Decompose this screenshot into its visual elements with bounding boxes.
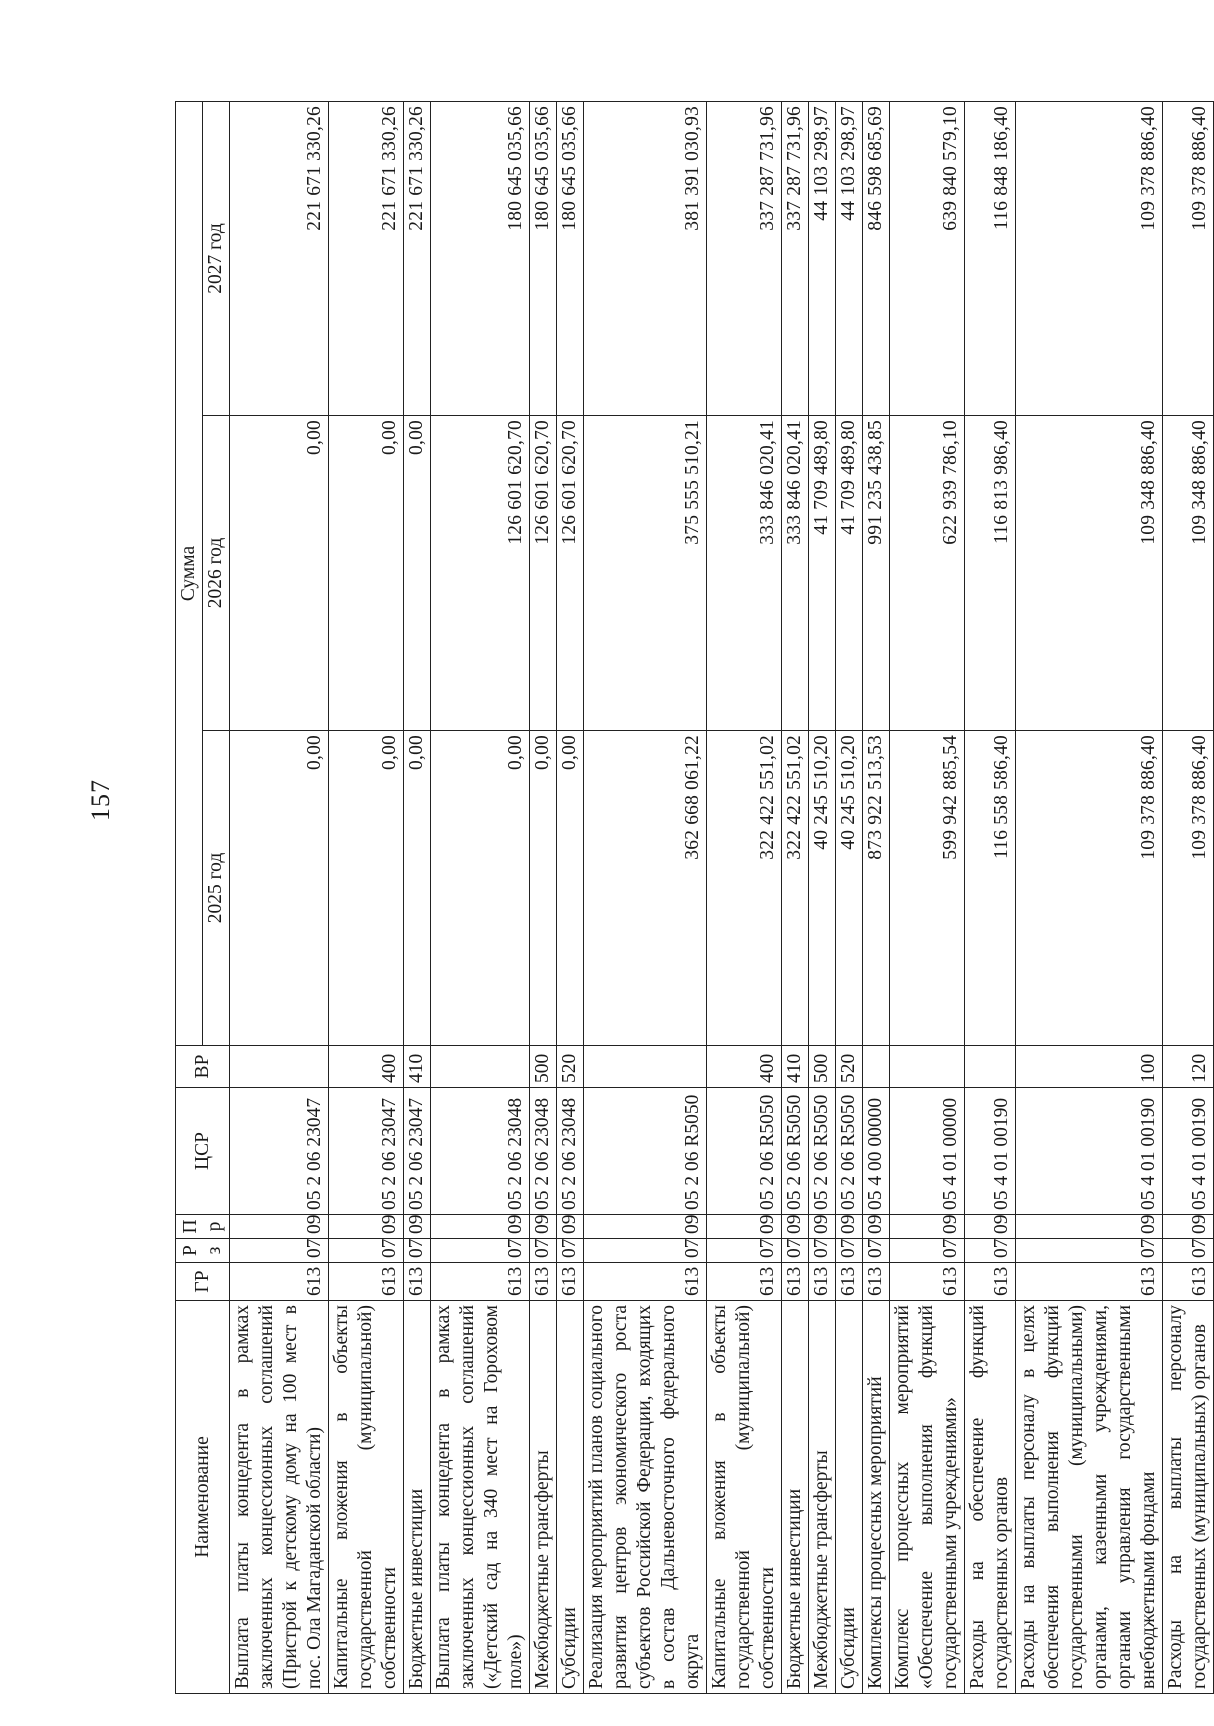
table-body [230,102,1214,1694]
cell-2025: 322 422 551,02 [707,731,782,1046]
cell-gr: 613 [584,1263,707,1301]
cell-gr: 613 [707,1263,782,1301]
cell-rz: 07 [584,1239,707,1263]
header-year-2027: 2027 год [203,102,230,416]
cell-name: Субсидии [557,1301,584,1694]
cell-2027: 639 840 579,10 [890,102,965,416]
cell-name: Комплекс процессных мероприятий «Обеспечение выполнения функций государственными учреждениями» [890,1301,965,1694]
cell-2026: 116 813 986,40 [965,416,1016,731]
cell-csr: 05 2 06 R5050 [782,1088,809,1215]
header-name: Наименование [176,1301,230,1694]
cell-rz: 07 [404,1239,431,1263]
cell-rz: 07 [707,1239,782,1263]
cell-name: Расходы на обеспечение функций государственных органов [965,1301,1016,1694]
cell-gr: 613 [863,1263,890,1301]
cell-gr: 613 [404,1263,431,1301]
table-row [707,102,782,1694]
cell-2025: 362 668 061,22 [584,731,707,1046]
cell-csr: 05 4 01 00000 [890,1088,965,1215]
cell-rz: 07 [1016,1239,1163,1263]
cell-2026: 126 601 620,70 [431,416,530,731]
table-row [329,102,404,1694]
cell-vr: 520 [557,1046,584,1088]
cell-vr: 500 [809,1046,836,1088]
cell-pr: 09 [707,1215,782,1239]
cell-2027: 109 378 886,40 [1016,102,1163,416]
cell-vr [230,1046,329,1088]
cell-2026: 991 235 438,85 [863,416,890,731]
cell-name: Межбюджетные трансферты [530,1301,557,1694]
cell-2027: 116 848 186,40 [965,102,1016,416]
table-row [863,102,890,1694]
cell-csr: 05 4 01 00190 [965,1088,1016,1215]
cell-2026: 0,00 [329,416,404,731]
cell-pr: 09 [230,1215,329,1239]
cell-csr: 05 4 01 00190 [1163,1088,1214,1215]
cell-pr: 09 [836,1215,863,1239]
header-year-2026: 2026 год [203,416,230,731]
cell-csr: 05 2 06 R5050 [707,1088,782,1215]
cell-csr: 05 2 06 23047 [404,1088,431,1215]
cell-csr: 05 2 06 R5050 [809,1088,836,1215]
cell-gr: 613 [809,1263,836,1301]
cell-rz: 07 [431,1239,530,1263]
cell-2025: 116 558 586,40 [965,731,1016,1046]
cell-2026: 333 846 020,41 [707,416,782,731]
cell-2026: 126 601 620,70 [557,416,584,731]
table-header [176,102,230,1694]
cell-rz: 07 [965,1239,1016,1263]
cell-pr: 09 [404,1215,431,1239]
cell-pr: 09 [809,1215,836,1239]
cell-rz: 07 [863,1239,890,1263]
table-row [404,102,431,1694]
table-row [530,102,557,1694]
table-row [584,102,707,1694]
cell-csr: 05 2 06 23048 [530,1088,557,1215]
cell-2025: 322 422 551,02 [782,731,809,1046]
cell-name: Выплата платы концедента в рамках заключенных концессионных соглашений (Пристрой к детскому дому на 100 мест в пос. Ола Магаданской области) [230,1301,329,1694]
cell-rz: 07 [530,1239,557,1263]
cell-rz: 07 [1163,1239,1214,1263]
table-row [890,102,965,1694]
cell-vr [890,1046,965,1088]
cell-rz: 07 [230,1239,329,1263]
cell-2025: 40 245 510,20 [809,731,836,1046]
cell-2025: 0,00 [431,731,530,1046]
cell-csr: 05 2 06 23047 [230,1088,329,1215]
cell-vr: 520 [836,1046,863,1088]
cell-2025: 0,00 [404,731,431,1046]
cell-gr: 613 [1016,1263,1163,1301]
cell-csr: 05 2 06 23047 [329,1088,404,1215]
cell-2027: 846 598 685,69 [863,102,890,416]
cell-2025: 109 378 886,40 [1163,731,1214,1046]
cell-vr: 100 [1016,1046,1163,1088]
cell-csr: 05 2 06 R5050 [584,1088,707,1215]
cell-pr: 09 [431,1215,530,1239]
table-row [1016,102,1163,1694]
cell-2027: 44 103 298,97 [836,102,863,416]
cell-2025: 0,00 [557,731,584,1046]
cell-csr: 05 2 06 R5050 [836,1088,863,1215]
table-row [809,102,836,1694]
cell-2025: 0,00 [230,731,329,1046]
cell-vr: 410 [404,1046,431,1088]
cell-2027: 337 287 731,96 [707,102,782,416]
cell-pr: 09 [329,1215,404,1239]
cell-2027: 180 645 035,66 [530,102,557,416]
cell-name: Субсидии [836,1301,863,1694]
cell-2027: 221 671 330,26 [404,102,431,416]
cell-gr: 613 [329,1263,404,1301]
cell-name: Бюджетные инвестиции [404,1301,431,1694]
cell-pr: 09 [584,1215,707,1239]
cell-2026: 109 348 886,40 [1016,416,1163,731]
cell-2027: 221 671 330,26 [230,102,329,416]
table-row [230,102,329,1694]
cell-gr: 613 [1163,1263,1214,1301]
cell-name: Межбюджетные трансферты [809,1301,836,1694]
cell-2027: 337 287 731,96 [782,102,809,416]
cell-2025: 109 378 886,40 [1016,731,1163,1046]
cell-pr: 09 [965,1215,1016,1239]
cell-pr: 09 [530,1215,557,1239]
cell-2026: 41 709 489,80 [836,416,863,731]
cell-pr: 09 [1163,1215,1214,1239]
cell-2025: 873 922 513,53 [863,731,890,1046]
budget-table [175,101,1214,1694]
cell-pr: 09 [557,1215,584,1239]
cell-rz: 07 [557,1239,584,1263]
cell-csr: 05 2 06 23048 [557,1088,584,1215]
table-row [782,102,809,1694]
cell-vr: 120 [1163,1046,1214,1088]
budget-table-container [175,102,1210,1694]
cell-gr: 613 [782,1263,809,1301]
cell-2026: 41 709 489,80 [809,416,836,731]
table-row [836,102,863,1694]
cell-2026: 0,00 [230,416,329,731]
cell-vr: 500 [530,1046,557,1088]
header-csr: ЦСР [176,1088,230,1215]
cell-pr: 09 [890,1215,965,1239]
cell-name: Реализация мероприятий планов социального развития центров экономического роста субъектов Российской Федерации, входящих в состав Дальневосточного федерального округа [584,1301,707,1694]
cell-name: Выплата платы концедента в рамках заключенных концессионных соглашений («Детский сад на 340 мест на Гороховом поле») [431,1301,530,1694]
cell-gr: 613 [530,1263,557,1301]
cell-name: Расходы на выплаты персоналу в целях обеспечения выполнения функций государственными (муниципальными) органами, казенными учреждениями, органами управления государственными внебюджетными фондами [1016,1301,1163,1694]
header-year-2025: 2025 год [203,731,230,1046]
cell-2025: 40 245 510,20 [836,731,863,1046]
header-rz: Рз [176,1239,230,1263]
cell-2027: 180 645 035,66 [557,102,584,416]
table-row [965,102,1016,1694]
header-vr: ВР [176,1046,230,1088]
cell-rz: 07 [836,1239,863,1263]
cell-csr: 05 4 00 00000 [863,1088,890,1215]
cell-gr: 613 [836,1263,863,1301]
cell-rz: 07 [329,1239,404,1263]
cell-gr: 613 [431,1263,530,1301]
table-row [557,102,584,1694]
cell-csr: 05 4 01 00190 [1016,1088,1163,1215]
cell-vr [863,1046,890,1088]
cell-2027: 44 103 298,97 [809,102,836,416]
cell-2026: 109 348 886,40 [1163,416,1214,731]
cell-2027: 381 391 030,93 [584,102,707,416]
header-gr: ГР [176,1263,230,1301]
cell-name: Капитальные вложения в объекты государственной (муниципальной) собственности [707,1301,782,1694]
cell-2026: 622 939 786,10 [890,416,965,731]
page-number: 157 [86,779,115,821]
cell-2027: 109 378 886,40 [1163,102,1214,416]
cell-2026: 0,00 [404,416,431,731]
cell-pr: 09 [782,1215,809,1239]
cell-name: Бюджетные инвестиции [782,1301,809,1694]
table-row [1163,102,1214,1694]
cell-2027: 221 671 330,26 [329,102,404,416]
cell-2027: 180 645 035,66 [431,102,530,416]
cell-vr [584,1046,707,1088]
cell-rz: 07 [890,1239,965,1263]
cell-rz: 07 [782,1239,809,1263]
cell-2025: 599 942 885,54 [890,731,965,1046]
cell-2025: 0,00 [530,731,557,1046]
cell-gr: 613 [230,1263,329,1301]
cell-csr: 05 2 06 23048 [431,1088,530,1215]
cell-pr: 09 [863,1215,890,1239]
cell-vr: 410 [782,1046,809,1088]
cell-vr: 400 [329,1046,404,1088]
cell-gr: 613 [890,1263,965,1301]
cell-2026: 375 555 510,21 [584,416,707,731]
cell-2026: 126 601 620,70 [530,416,557,731]
cell-pr: 09 [1016,1215,1163,1239]
header-pr: Пр [176,1215,230,1239]
cell-name: Капитальные вложения в объекты государственной (муниципальной) собственности [329,1301,404,1694]
cell-name: Комплексы процессных мероприятий [863,1301,890,1694]
cell-vr: 400 [707,1046,782,1088]
cell-gr: 613 [965,1263,1016,1301]
table-row [431,102,530,1694]
cell-2026: 333 846 020,41 [782,416,809,731]
cell-gr: 613 [557,1263,584,1301]
cell-vr [965,1046,1016,1088]
cell-rz: 07 [809,1239,836,1263]
cell-2025: 0,00 [329,731,404,1046]
cell-name: Расходы на выплаты персоналу государственных (муниципальных) органов [1163,1301,1214,1694]
cell-vr [431,1046,530,1088]
header-sum: Сумма [176,102,203,1046]
